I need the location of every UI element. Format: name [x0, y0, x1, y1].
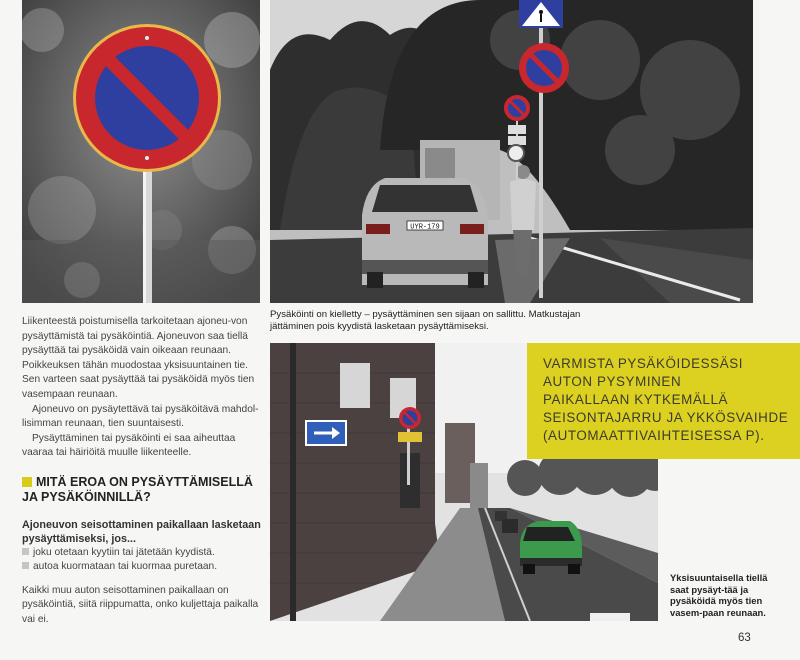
- no-parking-sign-photo: [22, 0, 260, 303]
- list-item: [22, 560, 272, 574]
- callout-line: AUTON PYSYMINEN: [543, 374, 682, 389]
- parking-tip-callout: [527, 343, 800, 459]
- callout-line: (AUTOMAATTIVAIHTEISESSA P).: [543, 428, 765, 443]
- paragraph: Pysäyttäminen tai pysäköinti ei saa aiheuttaa vaaraa tai häiriöitä muulle liikenteelle.: [22, 432, 236, 459]
- heading-line: MITÄ EROA ON PYSÄYTTÄMISELLÄ: [36, 475, 253, 489]
- side-caption: Yksisuuntaisella tiellä saat pysäyt-tää ja pysäköidä myös tien vasem-paan reunaan.: [670, 572, 768, 618]
- bullet-square-icon: [22, 548, 29, 555]
- bullet-square-icon: [22, 562, 29, 569]
- closing-paragraph: Kaikki muu auton seisottaminen paikallaan on pysäköintiä, siitä riippumatta, onko kuljettaja paikalla vai ei.: [22, 585, 259, 625]
- silver-car: [362, 178, 488, 288]
- callout-line: SEISONTAJARRU JA YKKÖSVAIHDE: [543, 410, 789, 425]
- photo-caption: Pysäköinti on kielletty – pysäyttäminen sen sijaan on sallittu. Matkustajan jättäminen pois kyydistä lasketaan pysäyttämiseksi.: [270, 309, 581, 332]
- list-item-text: joku otetaan kyytiin tai jätetään kyydistä.: [33, 547, 215, 558]
- bullet-list: [22, 546, 272, 573]
- callout-line: PAIKALLAAN KYTKEMÄLLÄ: [543, 392, 729, 407]
- list-item-text: autoa kuormataan tai kuormaa puretaan.: [33, 560, 218, 572]
- body-text: [22, 315, 262, 461]
- street-parking-photo: [270, 0, 753, 303]
- heading-marker-icon: [22, 477, 32, 487]
- pedestrian-crossing-sign: [519, 0, 563, 28]
- no-parking-sign: [73, 24, 221, 172]
- license-plate: UYR-179: [410, 223, 440, 232]
- section-heading: [22, 475, 272, 505]
- paragraph: Liikenteestä poistumisella tarkoitetaan ajoneu-von pysäyttämistä tai pysäköintiä. Ajoneuvon saa tiellä pysäyttää tai pysäköidä vain oikeaan reunaan. Poikkeuksen tähän muodostaa yksisuuntainen tie. Sen varteen saat pysäyttää tai pysäköidä myös tien vasempaan reunaan.: [22, 316, 255, 400]
- street-no-parking-sign: [519, 43, 569, 93]
- list-item: [22, 546, 272, 560]
- heading-line: JA PYSÄKÖINNILLÄ?: [22, 490, 151, 504]
- one-way-arrow-sign: [306, 421, 346, 445]
- subheading: Ajoneuvon seisottaminen paikallaan lasketaan pysäyttämiseksi, jos...: [22, 519, 261, 545]
- speed-limit-sign: [508, 145, 524, 161]
- callout-line: VARMISTA PYSÄKÖIDESSÄSI: [543, 356, 744, 371]
- page-number: 63: [738, 632, 751, 644]
- paragraph: Ajoneuvo on pysäytettävä tai pysäköitävä mahdol-lisimman reunaan, tien suuntaisesti.: [22, 403, 259, 430]
